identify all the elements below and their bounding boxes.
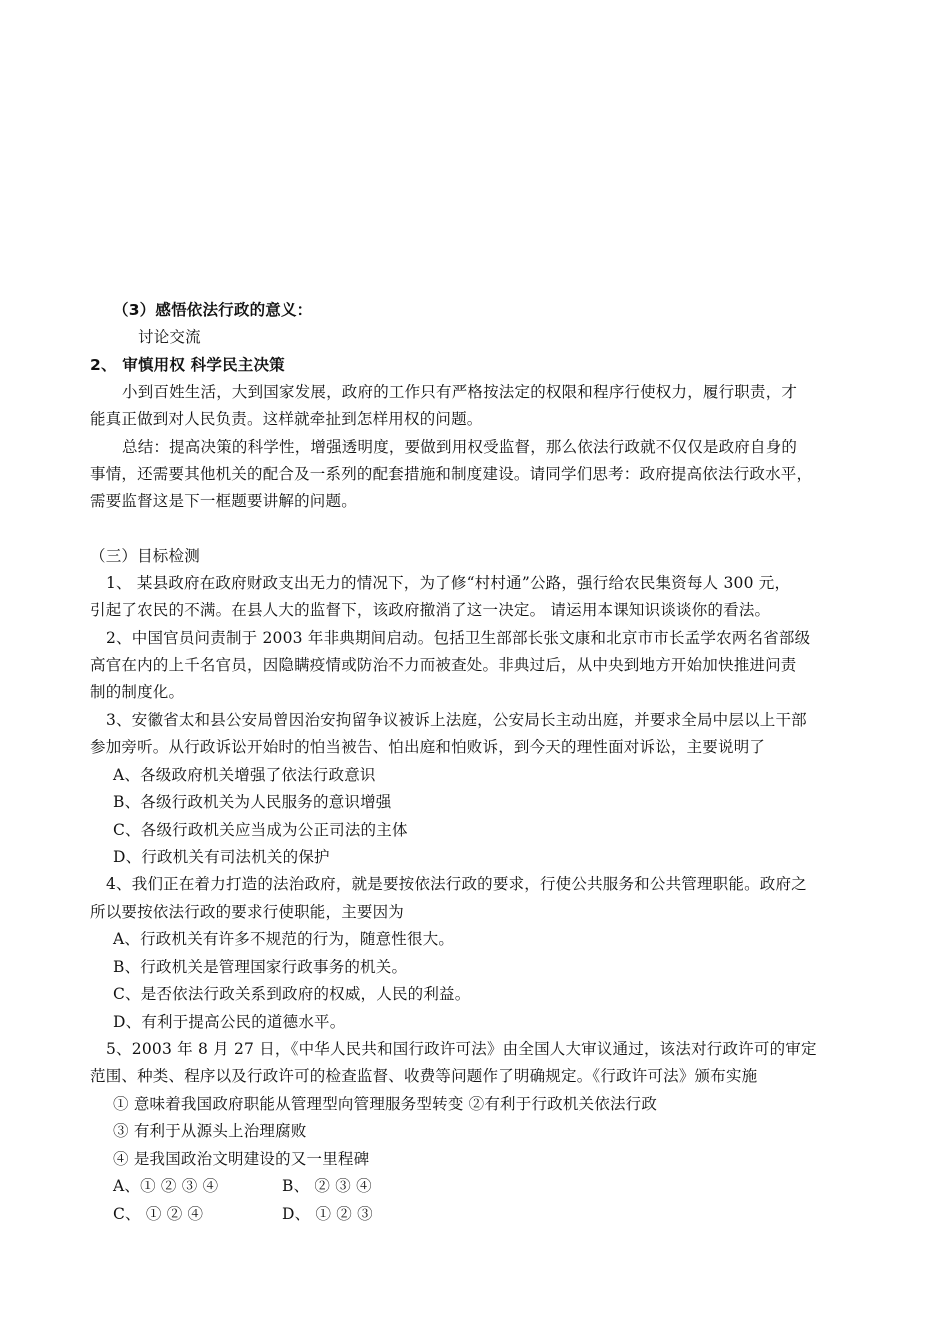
q5-choice-b: B、 ② ③ ④ xyxy=(282,1177,372,1195)
q3-option-a: A、各级政府机关增强了依法行政意识 xyxy=(113,766,376,784)
q2-line2: 高官在内的上千名官员，因隐瞒疫情或防治不力而被查处。非典过后，从中央到地方开始加快推进问责 xyxy=(90,656,797,674)
assessment-heading: （三）目标检测 xyxy=(90,547,200,565)
q5-stem-line2: 范围、种类、程序以及行政许可的检查监督、收费等问题作了明确规定。《行政许可法》颁布实施 xyxy=(90,1067,758,1085)
q3-option-b: B、各级行政机关为人民服务的意识增强 xyxy=(113,793,392,811)
q5-choice-a: A、① ② ③ ④ xyxy=(113,1177,219,1195)
q4-stem-line1: 4、我们正在着力打造的法治政府，就是要按依法行政的要求，行使公共服务和公共管理职能。政府之 xyxy=(106,875,807,893)
q3-option-c: C、各级行政机关应当成为公正司法的主体 xyxy=(113,821,408,839)
section2-para2-line3: 需要监督这是下一框题要讲解的问题。 xyxy=(90,492,357,510)
q5-item-1-2: ① 意味着我国政府职能从管理型向管理服务型转变 ②有利于行政机关依法行政 xyxy=(113,1095,658,1113)
section3-note: 讨论交流 xyxy=(138,328,201,346)
q5-item-4: ④ 是我国政治文明建设的又一里程碑 xyxy=(113,1150,370,1168)
q1-line1: 1、 某县政府在政府财政支出无力的情况下，为了修“村村通”公路，强行给农民集资每人 300 元， xyxy=(106,574,791,592)
section3-heading: （3）感悟依法行政的意义： xyxy=(113,301,313,319)
q2-line1: 2、中国官员问责制于 2003 年非典期间启动。包括卫生部部长张文康和北京市市长孟学农两名省部级 xyxy=(106,629,811,647)
q5-choice-d: D、 ① ② ③ xyxy=(282,1205,373,1223)
q3-stem-line1: 3、安徽省太和县公安局曾因治安拘留争议被诉上法庭，公安局长主动出庭，并要求全局中层以上干部 xyxy=(106,711,807,729)
section2-para1-line2: 能真正做到对人民负责。这样就牵扯到怎样用权的问题。 xyxy=(90,410,483,428)
q4-stem-line2: 所以要按依法行政的要求行使职能，主要因为 xyxy=(90,903,405,921)
q5-item-3: ③ 有利于从源头上治理腐败 xyxy=(113,1122,307,1140)
q4-option-d: D、有利于提高公民的道德水平。 xyxy=(113,1013,346,1031)
q4-option-c: C、是否依法行政关系到政府的权威，人民的利益。 xyxy=(113,985,471,1003)
q3-option-d: D、行政机关有司法机关的保护 xyxy=(113,848,330,866)
q1-line2: 引起了农民的不满。在县人大的监督下，该政府撤消了这一决定。 请运用本课知识谈谈你的看法。 xyxy=(90,601,771,619)
q4-option-b: B、行政机关是管理国家行政事务的机关。 xyxy=(113,958,408,976)
section2-para1-line1: 小到百姓生活，大到国家发展，政府的工作只有严格按法定的权限和程序行使权力，履行职责，才 xyxy=(122,383,798,401)
section2-para2-line2: 事情，还需要其他机关的配合及一系列的配套措施和制度建设。请同学们思考：政府提高依法行政水平， xyxy=(90,465,813,483)
q4-option-a: A、行政机关有许多不规范的行为，随意性很大。 xyxy=(113,930,455,948)
q2-line3: 制的制度化。 xyxy=(90,683,185,701)
q5-choice-c: C、 ① ② ④ xyxy=(113,1205,204,1223)
q3-stem-line2: 参加旁听。从行政诉讼开始时的怕当被告、怕出庭和怕败诉，到今天的理性面对诉讼，主要说明了 xyxy=(90,738,766,756)
section2-heading: 2、 审慎用权 科学民主决策 xyxy=(90,356,285,374)
section2-para2-line1: 总结：提高决策的科学性，增强透明度，要做到用权受监督，那么依法行政就不仅仅是政府自身的 xyxy=(122,438,798,456)
q5-stem-line1: 5、2003 年 8 月 27 日，《中华人民共和国行政许可法》由全国人大审议通过，该法对行政许可的审定 xyxy=(106,1040,817,1058)
